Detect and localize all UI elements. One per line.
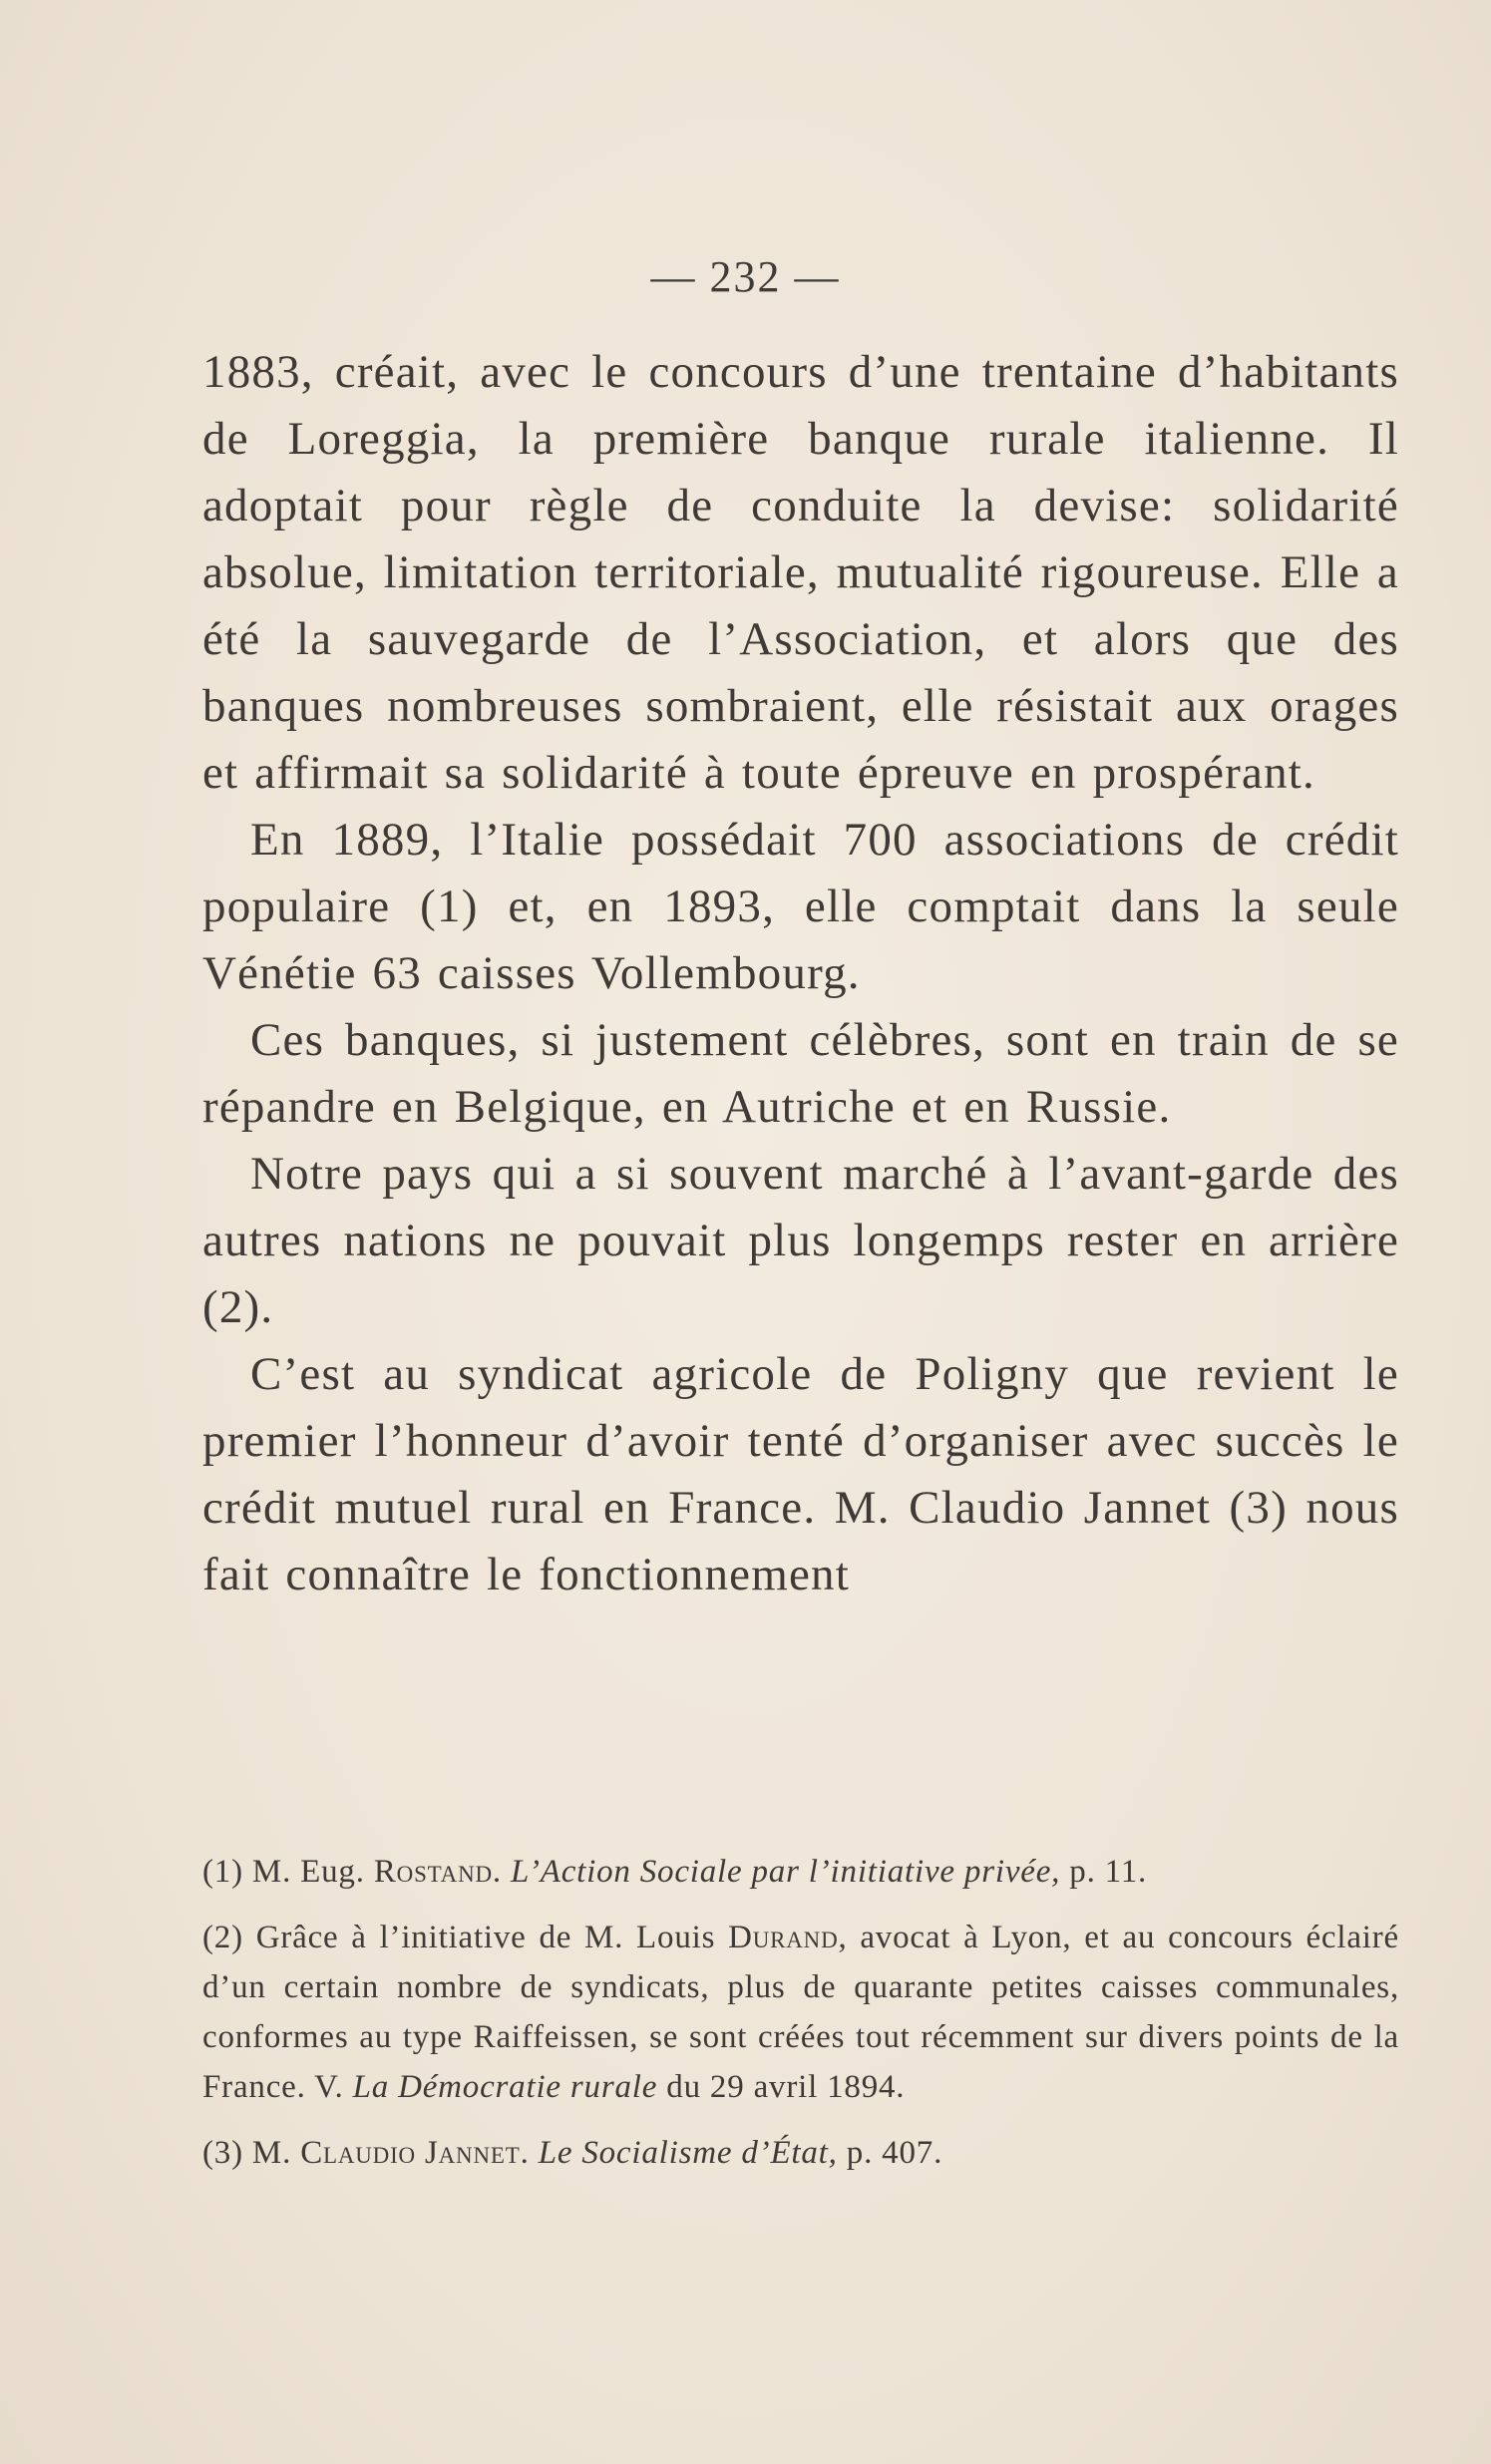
footnote-2-mark: (2) Grâce à l’initiative de M. Louis	[202, 1920, 716, 1955]
body-text	[202, 339, 1399, 1608]
footnote-1-author: Rostand.	[373, 1854, 502, 1890]
paragraph-1: 1883, créait, avec le concours d’une trentaine d’habitants de Loreggia, la première banque rurale italienne. Il adoptait pour règle de conduite la devise: solidarité absolue, limitation territoriale, mutualité rigoureuse. Elle a été la sauvegarde de l’Association, et alors que des banques nombreuses sombraient, elle résistait aux orages et affirmait sa solidarité à toute épreuve en prospérant.	[202, 346, 1399, 799]
footnote-1	[202, 1847, 1399, 1897]
footnote-1-mark: (1) M. Eug.	[202, 1854, 365, 1890]
footnote-2-rest: du 29 avril 1894.	[666, 2069, 906, 2105]
footnote-3-rest: p. 407.	[846, 2135, 943, 2171]
paragraph-2: En 1889, l’Italie possédait 700 associations de crédit populaire (1) et, en 1893, elle comptait dans la seule Vénétie 63 caisses Vollembourg.	[202, 814, 1399, 999]
footnote-2	[202, 1913, 1399, 2112]
footnote-3-mark: (3) M.	[202, 2135, 292, 2171]
page-number: — 232 —	[650, 252, 841, 301]
footnote-3	[202, 2128, 1399, 2178]
paragraph-3: Ces banques, si justement célèbres, sont en train de se répandre en Belgique, en Autriche et en Russie.	[202, 1014, 1399, 1133]
footnote-2-text: avocat à Lyon, et au concours éclairé d’un certain nombre de syndicats, plus de quarante petites caisses communales, conformes au type Raiffeissen, se sont créées tout récemment sur divers points de la France. V.	[202, 1920, 1399, 2105]
footnote-1-rest: p. 11.	[1069, 1854, 1148, 1890]
paragraph-4: Notre pays qui a si souvent marché à l’avant-garde des autres nations ne pouvait plus longemps rester en arrière (2).	[202, 1148, 1399, 1333]
footnotes	[202, 1847, 1399, 2194]
footnote-2-title: La Démocratie rurale	[352, 2069, 658, 2105]
footnote-3-title: Le Socialisme d’État,	[538, 2135, 838, 2171]
footnote-1-title: L’Action Sociale par l’initiative privée,	[511, 1854, 1061, 1890]
paragraph-5: C’est au syndicat agricole de Poligny que revient le premier l’honneur d’avoir tenté d’organiser avec succès le crédit mutuel rural en France. M. Claudio Jannet (3) nous fait connaître le fonctionnement	[202, 1348, 1399, 1600]
footnote-3-author: Claudio Jannet.	[300, 2135, 530, 2171]
footnote-2-author: Durand,	[728, 1920, 848, 1955]
